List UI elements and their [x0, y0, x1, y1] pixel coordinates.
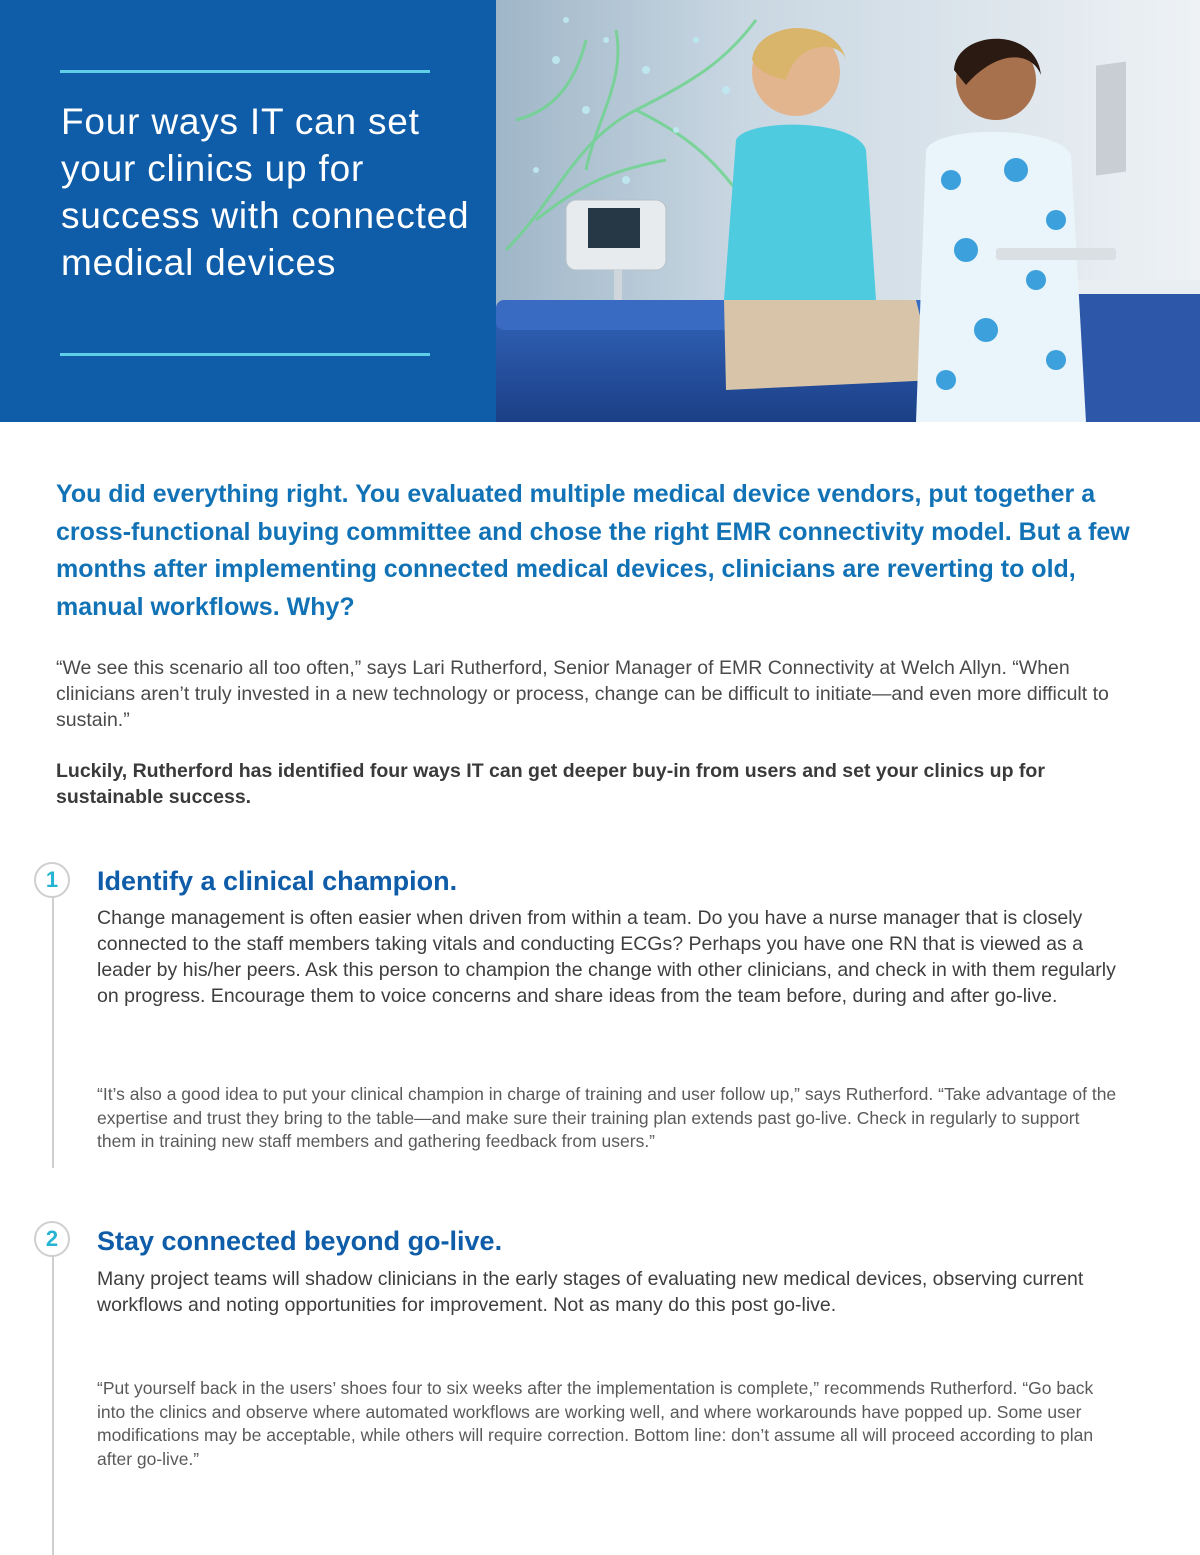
- page-title: Four ways IT can set your clinics up for success with connected medical devices: [61, 101, 470, 283]
- title-rule-bottom: [60, 353, 430, 356]
- opening-quote: “We see this scenario all too often,” says Lari Rutherford, Senior Manager of EMR Connectivity at Welch Allyn. “When clinicians aren’t truly invested in a new technology or process, change can be difficult to initiate—and even more difficult to sustain.”: [56, 657, 1109, 731]
- title-panel: [0, 0, 496, 422]
- clinic-photo: [496, 0, 1200, 422]
- step-2-quote: “Put yourself back in the users’ shoes four to six weeks after the implementation is complete,” recommends Rutherford. “Go back into the clinics and observe where automated workflows are working well, and where workarounds have popped up. Some user modifications may be acceptable, while others will require correction. Bottom line: don’t assume all will proceed according to plan after go-live.”: [97, 1378, 1094, 1469]
- step-2-heading: Stay connected beyond go-live.: [97, 1226, 503, 1256]
- hero-banner: [0, 0, 1200, 422]
- lead-paragraph: Luckily, Rutherford has identified four ways IT can get deeper buy-in from users and set your clinics up for sustainable success.: [56, 760, 1045, 808]
- title-rule-top: [60, 70, 430, 73]
- clinic-photo-icon: [496, 0, 1200, 422]
- step-1-number: 1: [34, 862, 70, 898]
- step-2-number: 2: [34, 1221, 70, 1257]
- step-1-body: Change management is often easier when driven from within a team. Do you have a nurse manager that is closely connected to the staff members taking vitals and conducting ECGs? Perhaps you have one RN that is viewed as a leader by his/her peers. Ask this person to champion the change with other clinicians, and check in with them regularly on progress. Encourage them to voice concerns and share ideas from the team before, during and after go-live.: [97, 907, 1116, 1007]
- step-1-timeline: [52, 880, 54, 1168]
- step-2-body: Many project teams will shadow clinicians in the early stages of evaluating new medical devices, observing current workflows and noting opportunities for improvement. Not as many do this post go-live.: [97, 1268, 1084, 1316]
- intro-paragraph: You did everything right. You evaluated multiple medical device vendors, put together a cross-functional buying committee and chose the right EMR connectivity model. But a few months after implementing connected medical devices, clinicians are reverting to old, manual workflows. Why?: [56, 480, 1130, 621]
- step-1-heading: Identify a clinical champion.: [97, 866, 458, 896]
- step-1-quote: “It’s also a good idea to put your clinical champion in charge of training and user follow up,” says Rutherford. “Take advantage of the expertise and trust they bring to the table—and make sure their training plan extends past go-live. Check in regularly to support them in training new staff members and gathering feedback from users.”: [97, 1084, 1117, 1151]
- step-2-timeline: [52, 1240, 54, 1555]
